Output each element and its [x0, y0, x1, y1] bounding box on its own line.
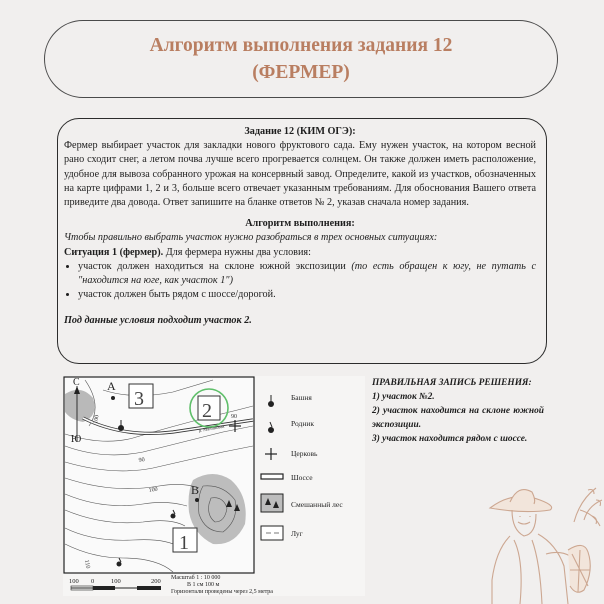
answer-line-1: 1) участок №2.	[372, 392, 435, 402]
scale-tick: 0	[91, 578, 95, 585]
condition-item-1	[78, 260, 536, 288]
point-b	[195, 498, 199, 502]
task-text: Фермер выбирает участок для закладки нового фруктового сада. Ему нужен участок, на котором весной рано сходит снег, а летом почва лучше всего прогревается солнцем. Он также должен иметь расположение, удобное для вывоза собранного урожая на консервный завод. Определите, какой из участков, обозначенных на карте цифрами 1, 2 и 3, больше всего отвечает указанным требованиям. Для обоснования Вашего ответа приведите два довода. Ответ запишите на бланке ответов № 2, указав сначала номер задания.	[64, 140, 536, 209]
condition-1-text: участок должен находиться на склоне южной экспозиции	[78, 260, 352, 272]
legend-label: Луг	[291, 529, 303, 538]
contour-label: 110	[83, 559, 91, 569]
legend-meadow-icon	[261, 526, 283, 540]
legend-label: Смешанный лес	[291, 500, 343, 509]
compass-north: С	[73, 377, 80, 388]
point-a	[111, 396, 115, 400]
condition-1-note: (то есть обращен к югу, не путать с "находится на юге, как участок 1")	[78, 260, 536, 287]
condition-item-2	[78, 288, 536, 302]
answer-line-3: 3) участок находится рядом с шоссе.	[372, 434, 528, 444]
conditions-list	[64, 260, 536, 303]
scale-note: В 1 см 100 м	[187, 582, 220, 588]
legend-label: Церковь	[291, 449, 318, 458]
algorithm-intro: Чтобы правильно выбрать участок нужно разобраться в трех основных ситуациях:	[64, 232, 438, 244]
contour-label: 100	[148, 486, 159, 494]
scale-tick: 200	[151, 578, 161, 585]
legend-label: Шоссе	[291, 473, 313, 482]
answer-line-2: 2) участок находится на склоне южной экспозиции.	[372, 406, 544, 430]
situation-line	[64, 246, 536, 260]
scale-tick: 100	[69, 578, 79, 585]
scale-text: Масштаб 1 : 10 000	[171, 575, 221, 581]
legend-forest-icon	[261, 494, 283, 512]
task-heading: Задание 12 (КИМ ОГЭ):	[244, 126, 356, 137]
conclusion-text: Под данные условия подходит участок 2.	[64, 315, 252, 327]
topographic-map	[63, 376, 365, 596]
title-line-1: Алгоритм выполнения задания 12	[149, 35, 453, 56]
legend-highway-icon	[261, 474, 283, 479]
legend-label: Родник	[291, 419, 315, 428]
point-b-label: В	[191, 483, 200, 497]
plot-2-number: 2	[202, 400, 212, 422]
legend-label: Башня	[291, 393, 312, 402]
situation-label: Ситуация 1 (фермер).	[64, 246, 164, 258]
scale-tick: 100	[111, 578, 121, 585]
situation-text: Для фермера нужны два условия:	[163, 246, 311, 258]
compass-south: Ю	[71, 434, 82, 445]
point-a-label: А	[107, 379, 116, 393]
answer-block	[372, 376, 544, 446]
contour-label: 90	[231, 414, 237, 420]
plot-1-number: 1	[179, 532, 189, 554]
algorithm-heading: Алгоритм выполнения:	[245, 218, 355, 230]
task-card	[57, 118, 547, 364]
contour-label: 100	[93, 414, 101, 425]
farmer-illustration	[484, 470, 604, 604]
scale-note-2: Горизонтали проведены через 2,5 метра	[171, 589, 273, 595]
title-banner	[44, 20, 558, 98]
road-label: р. Малиновая	[198, 423, 225, 433]
title-line-2: (ФЕРМЕР)	[252, 62, 350, 83]
answer-heading: ПРАВИЛЬНАЯ ЗАПИСЬ РЕШЕНИЯ:	[372, 378, 532, 388]
contour-label: 90	[138, 457, 146, 464]
plot-3-number: 3	[134, 388, 144, 410]
condition-2-text: участок должен быть рядом с шоссе/дорогой.	[78, 289, 276, 301]
